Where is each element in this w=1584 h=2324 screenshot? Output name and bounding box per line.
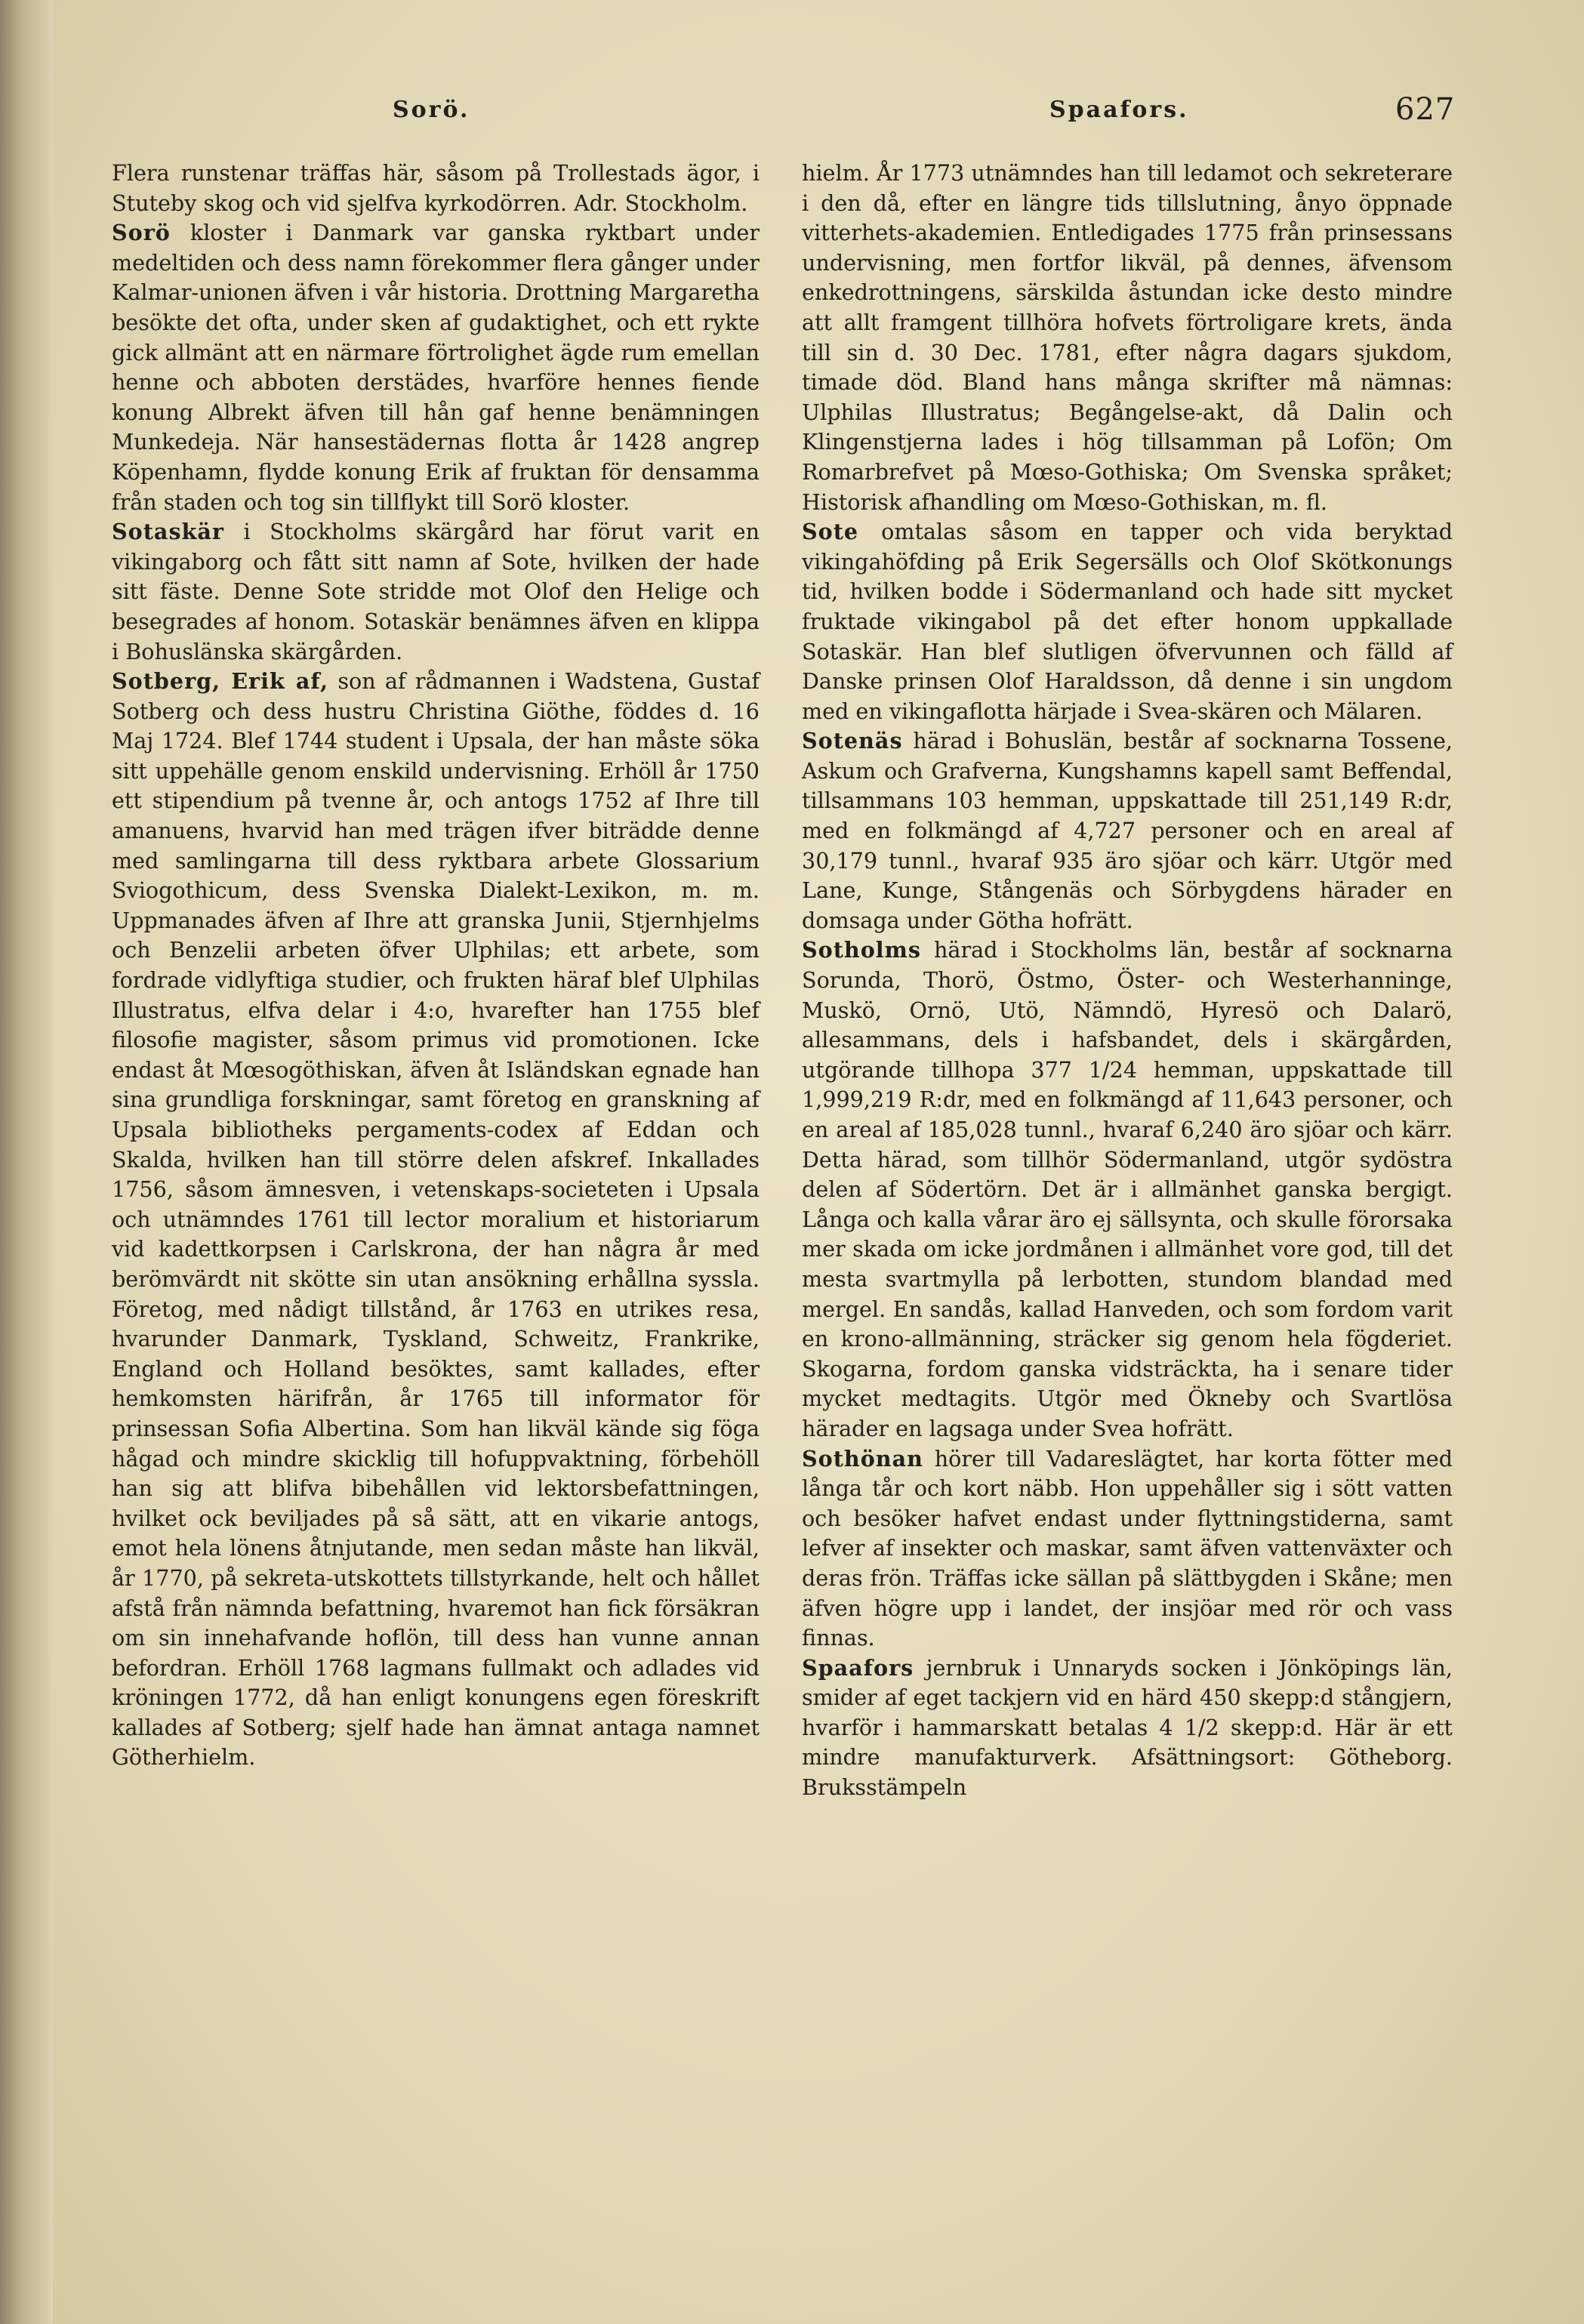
entry xyxy=(802,1654,1453,1803)
entry-headword: Sote xyxy=(802,519,859,545)
entry-headword: Spaafors xyxy=(802,1654,914,1681)
page-number: 627 xyxy=(1395,92,1456,127)
entry-headword: Sotberg, Erik af, xyxy=(112,668,329,695)
left-column xyxy=(112,159,760,1773)
entry-headword: Sotaskär xyxy=(112,519,224,545)
entry xyxy=(112,218,760,517)
entry xyxy=(802,1444,1453,1654)
entry-text: jernbruk i Unnaryds socken i Jönköpings län, smider af eget tackjern vid en härd 450 skepp:d stångjern, hvarför i hammarskatt betalas 4 1/2 skepp:d. Här är ett mindre manufakturverk. Afsättningsort: Götheborg. Bruksstämpeln xyxy=(802,1654,1453,1801)
entry xyxy=(112,517,760,667)
entry xyxy=(802,935,1453,1444)
entry-text: omtalas såsom en tapper och vida beryktad vikingahöfding på Erik Segersälls och Olof Skötkonungs tid, hvilken bodde i Södermanland och hade sitt mycket fruktade vikingabol på det efter honom uppkallade Sotaskär. Han blef slutligen öfvervunnen och fälld af Danske prinsen Olof Haraldsson, då denne i sin ungdom med en vikingaflotta härjade i Svea-skären och Mälaren. xyxy=(802,519,1453,724)
entry-headword: Sotholms xyxy=(802,937,922,963)
entry-text: kloster i Danmark var ganska ryktbart under medeltiden och dess namn förekommer flera gånger under Kalmar-unionen äfven i vår historia. Drottning Margaretha besökte det ofta, under sken af gudaktighet, och ett rykte gick allmänt att en närmare förtrolighet ägde rum emellan henne och abboten derstädes, hvarföre hennes fiende konung Albrekt äfven till hån gaf henne benämningen Munkedeja. När hansestädernas flotta år 1428 angrep Köpenhamn, flydde konung Erik af fruktan för densamma från staden och tog sin tillflykt till Sorö kloster. xyxy=(112,220,760,515)
entry xyxy=(802,159,1453,517)
entry-text: son af rådmannen i Wadstena, Gustaf Sotberg och dess hustru Christina Giöthe, föddes d. 16 Maj 1724. Blef 1744 student i Upsala, der han måste söka sitt uppehälle genom enskild undervisning. Erhöll år 1750 ett stipendium på tvenne år, och antogs 1752 af Ihre till amanuens, hvarvid han med trägen ifver biträdde denne med samlingarna till dess ryktbara arbete Glossarium Sviogothicum, dess Svenska Dialekt-Lexikon, m. m. Uppmanades äfven af Ihre att granska Junii, Stjernhjelms och Benzelii arbeten öfver Ulphilas; ett arbete, som fordrade vidlyftiga studier, och frukten häraf blef Ulphilas Illustratus, elfva delar i 4:o, hvarefter han 1755 blef filosofie magister, såsom primus vid promotionen. Icke endast åt Mœsogöthiskan, äfven åt Isländskan egnade han sina grundliga forskningar, samt företog en granskning af Upsala bibliotheks pergaments-codex af Eddan och Skalda, hvilken han till större delen afskref. Inkallades 1756, såsom ämnesven, i vetenskaps-societeten i Upsala och utnämndes 1761 till lector moralium et historiarum vid kadettkorpsen i Carlskrona, der han några år med berömvärdt nit skötte sin utan ansökning erhållna syssla. Företog, med nådigt tillstånd, år 1763 en utrikes resa, hvarunder Danmark, Tyskland, Schweitz, Frankrike, England och Holland besöktes, samt kallades, efter hemkomsten härifrån, år 1765 till informator för prinsessan Sofia Albertina. Som han likväl kände sig föga hågad och mindre skicklig till hofuppvaktning, förbehöll han sig att blifva bibehållen vid lektorsbefattningen, hvilket ock beviljades på så sätt, att en vikarie antogs, emot hela lönens åtnjutande, men sedan måste han likväl, år 1770, på sekreta-utskottets tillstyrkande, helt och hållet afstå från nämnda befattning, hvaremot han fick försäkran om sin innehafvande hoflön, till dess han vunne annan befordran. Erhöll 1768 lagmans fullmakt och adlades vid kröningen 1772, då han enligt konungens egen föreskrift kallades af Sotberg; sjelf hade han ämnat antaga namnet Götherhielm. xyxy=(112,668,760,1771)
entry-text: härad i Stockholms län, består af socknarna Sorunda, Thorö, Östmo, Öster- och Westerhanninge, Muskö, Ornö, Utö, Nämndö, Hyresö och Dalarö, allesammans, dels i hafsbandet, dels i skärgården, utgörande tillhopa 377 1/24 hemman, uppskattade till 1,999,219 R:dr, med en folkmängd af 11,643 personer, och en areal af 185,028 tunnl., hvaraf 6,240 äro sjöar och kärr. Detta härad, som tillhör Södermanland, utgör sydöstra delen af Södertörn. Det är i allmänhet ganska bergigt. Långa och kalla vårar äro ej sällsynta, och skulle förorsaka mer skada om icke jordmånen i allmänhet vore god, till det mesta svartmylla på lerbotten, stundom blandad med mergel. En sandås, kallad Hanveden, och som fordom varit en krono-allmänning, sträcker sig genom hela fögderiet. Skogarna, fordom ganska vidsträckta, ha i senare tider mycket medtagits. Utgör med Ökneby och Svartlösa härader en lagsaga under Svea hofrätt. xyxy=(802,937,1453,1441)
page-gutter-shadow xyxy=(0,0,53,2324)
entry xyxy=(802,726,1453,935)
entry xyxy=(112,159,760,218)
entry-text: hielm. År 1773 utnämndes han till ledamot och sekreterare i den då, efter en längre tids tillslutning, ånyo öppnade vitterhets-akademien. Entledigades 1775 från prinsessans undervisning, men fortfor likväl, på dennes, äfvensom enkedrottningens, särskilda åstundan icke desto mindre att allt framgent tillhöra hofvets förtroligare krets, ända till sin d. 30 Dec. 1781, efter några dagars sjukdom, timade död. Bland hans många skrifter må nämnas: Ulphilas Illustratus; Begångelse-akt, då Dalin och Klingenstjerna lades i hög tillsamman på Lofön; Om Romarbrefvet på Mœso-Gothiska; Om Svenska språket; Historisk afhandling om Mœso-Gothiskan, m. fl. xyxy=(802,160,1453,515)
entry-text: härad i Bohuslän, består af socknarna Tossene, Askum och Grafverna, Kungshamns kapell samt Beffendal, tillsammans 103 hemman, uppskattade till 251,149 R:dr, med en folkmängd af 4,727 personer och en areal af 30,179 tunnl., hvaraf 935 äro sjöar och kärr. Utgör med Lane, Kunge, Stångenäs och Sörbygdens härader en domsaga under Götha hofrätt. xyxy=(802,728,1453,933)
entry-headword: Sothönan xyxy=(802,1445,923,1472)
entry-headword: Sorö xyxy=(112,220,171,246)
entry-text: hörer till Vadareslägtet, har korta fötter med långa tår och kort näbb. Hon uppehåller sig i sött vatten och besöker hafvet endast under flyttningstiderna, samt lefver af insekter och maskar, samt äfven vattenväxter och deras frön. Träffas icke sällan på slättbygden i Skåne; men äfven högre upp i landet, der insjöar med rör och vass finnas. xyxy=(802,1445,1453,1651)
entry-text: i Stockholms skärgård har förut varit en vikingaborg och fått sitt namn af Sote, hvilken der hade sitt fäste. Denne Sote stridde mot Olof den Helige och besegrades af honom. Sotaskär benämnes äfven en klippa i Bohuslänska skärgården. xyxy=(112,519,760,664)
entry xyxy=(802,517,1453,726)
entry xyxy=(112,667,760,1773)
entry-headword: Sotenäs xyxy=(802,728,903,754)
running-header-left: Sorö. xyxy=(393,97,470,123)
entry-text: Flera runstenar träffas här, såsom på Trollestads ägor, i Stuteby skog och vid sjelfva kyrkodörren. Adr. Stockholm. xyxy=(112,160,760,216)
right-column xyxy=(802,159,1453,1803)
running-header-right: Spaafors. xyxy=(1049,97,1189,123)
